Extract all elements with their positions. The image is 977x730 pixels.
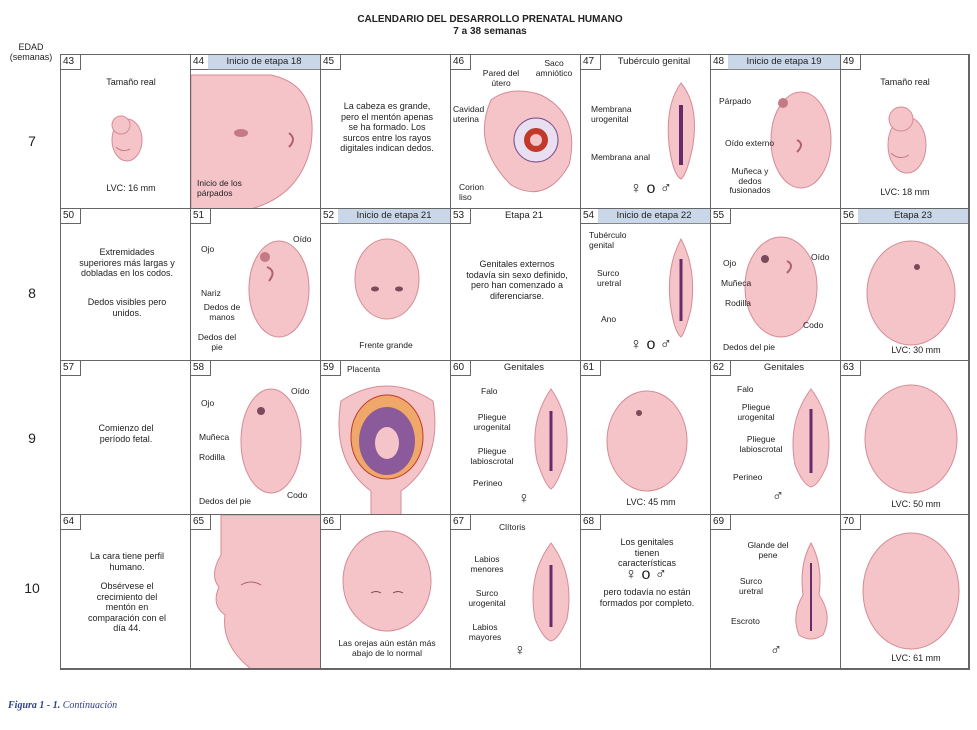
day-number: 61 (581, 361, 601, 376)
cell-label: Tubérculo genital (589, 230, 627, 250)
cell-label: Dedos del pie (723, 342, 775, 352)
day-number: 70 (841, 515, 861, 530)
stage-header: Genitales (763, 362, 805, 373)
cell-label: Pliegue urogenital (737, 402, 775, 422)
cell-label: Ojo (201, 398, 215, 408)
cell-label: Ojo (201, 244, 215, 254)
cell-text: LVC: 16 mm (106, 183, 156, 193)
cell-label: Nariz (201, 288, 221, 298)
title-line2: 7 a 38 semanas (453, 26, 527, 37)
embryo-illustration (841, 209, 969, 361)
day-number: 46 (451, 55, 471, 70)
figure-caption (8, 700, 117, 711)
cell-61 (581, 361, 711, 515)
cell-label: Placenta (347, 364, 381, 374)
cell-label: Párpado (719, 96, 752, 106)
cell-text: Dedos visibles pero unidos. (87, 297, 167, 318)
cell-70 (841, 515, 969, 669)
day-number: 67 (451, 515, 471, 530)
cell-label: Falo (481, 386, 498, 396)
sex-symbols: ♂ (770, 642, 782, 659)
cell-label: Pliegue labioscrotal (739, 434, 783, 454)
cell-text: pero todavía no están formados por completo. (599, 587, 695, 608)
cell-64 (61, 515, 191, 669)
stage-header: Etapa 23 (858, 209, 968, 224)
cell-54 (581, 209, 711, 361)
cell-67 (451, 515, 581, 669)
cell-text: Genitales externos todavía sin sexo definido, pero han comenzado a diferenciarse. (466, 259, 568, 301)
cell-label: Dedos del pie (197, 332, 237, 352)
cell-text: Tamaño real (880, 77, 930, 87)
stage-header: Genitales (503, 362, 545, 373)
cell-label: Pliegue labioscrotal (470, 446, 514, 466)
sex-symbols: ♀ (514, 642, 526, 659)
cell-text: Extremidades superiores más largas y dobladas en los codos. (79, 247, 175, 278)
cell-63 (841, 361, 969, 515)
age-label-line2: (semanas) (9, 52, 53, 62)
cell-52 (321, 209, 451, 361)
day-number: 52 (321, 209, 341, 224)
age-label-line1: EDAD (18, 42, 44, 52)
cell-text: LVC: 45 mm (626, 497, 676, 507)
cell-label: Dedos de manos (203, 302, 241, 322)
day-number: 51 (191, 209, 211, 224)
stage-header: Tubérculo genital (617, 56, 691, 67)
cell-text: LVC: 50 mm (891, 499, 941, 509)
cell-text: LVC: 18 mm (880, 187, 930, 197)
cell-label: Oído (291, 386, 310, 396)
day-number: 68 (581, 515, 601, 530)
cell-59 (321, 361, 451, 515)
cell-69 (711, 515, 841, 669)
cell-label: Surco uretral (597, 268, 622, 288)
cell-label: Clítoris (499, 522, 526, 532)
day-number: 45 (321, 55, 341, 70)
cell-label: Cavidad uterina (453, 104, 485, 124)
cell-56 (841, 209, 969, 361)
week-10: 10 (24, 580, 40, 596)
cell-60 (451, 361, 581, 515)
cell-text: La cabeza es grande, pero el mentón apenas se ha formado. Los surcos entre los rayos digitales indican dedos. (340, 101, 434, 153)
stage-header: Inicio de etapa 19 (728, 55, 840, 70)
day-number: 59 (321, 361, 341, 376)
fetus-illustration (841, 361, 969, 515)
day-number: 63 (841, 361, 861, 376)
cell-text: Obsérvese el crecimiento del mentón en comparación con el día 44. (87, 581, 167, 633)
cell-51 (191, 209, 321, 361)
day-number: 48 (711, 55, 731, 70)
cell-62 (711, 361, 841, 515)
cell-label: Oído (293, 234, 312, 244)
cell-44 (191, 55, 321, 209)
age-label (2, 42, 60, 62)
cell-label: Ojo (723, 258, 737, 268)
day-number: 69 (711, 515, 731, 530)
cell-text: Los genitales tienen características (617, 537, 677, 568)
cell-53 (451, 209, 581, 361)
cell-43 (61, 55, 191, 209)
calendar-grid (60, 54, 970, 670)
cell-49 (841, 55, 969, 209)
day-number: 66 (321, 515, 341, 530)
cell-text: Tamaño real (106, 77, 156, 87)
cell-label: Corion liso (459, 182, 485, 202)
cell-55 (711, 209, 841, 361)
sex-symbols: ♀ o ♂ (625, 566, 667, 583)
cell-label: Falo (737, 384, 754, 394)
cell-label: Dedos del pie (199, 496, 251, 506)
embryo-illustration (841, 55, 969, 209)
cell-label: Labios mayores (468, 622, 502, 642)
day-number: 60 (451, 361, 471, 376)
cell-label: Surco uretral (738, 576, 764, 596)
cell-label: Labios menores (470, 554, 504, 574)
week-8: 8 (28, 285, 36, 301)
day-number: 55 (711, 209, 731, 224)
cell-text: LVC: 61 mm (891, 653, 941, 663)
cell-48 (711, 55, 841, 209)
day-number: 62 (711, 361, 731, 376)
cell-label: Surco urogenital (468, 588, 506, 608)
stage-header: Inicio de etapa 18 (208, 55, 320, 70)
cell-label: Rodilla (725, 298, 751, 308)
week-7: 7 (28, 133, 36, 149)
cell-65 (191, 515, 321, 669)
cell-label: Pared del útero (482, 68, 520, 88)
cell-45 (321, 55, 451, 209)
cell-label: Codo (287, 490, 308, 500)
cell-label: Perineo (733, 472, 763, 482)
cell-text: La cara tiene perfil humano. (89, 551, 165, 572)
sex-symbols: ♀ o ♂ (630, 336, 672, 353)
day-number: 56 (841, 209, 861, 224)
cell-label: Muñeca (199, 432, 230, 442)
day-number: 44 (191, 55, 211, 70)
day-number: 54 (581, 209, 601, 224)
cell-label: Membrana anal (591, 152, 651, 162)
cell-label: Perineo (473, 478, 503, 488)
cell-label: Inicio de los párpados (197, 178, 242, 198)
cell-label: Oído (811, 252, 830, 262)
face-illustration (321, 209, 451, 361)
sex-symbols: ♀ (518, 490, 530, 507)
cell-label: Oído externo (725, 138, 775, 148)
fetus-illustration (841, 515, 969, 669)
cell-text: Comienzo del período fetal. (98, 423, 154, 444)
cell-label: Codo (803, 320, 824, 330)
day-number: 47 (581, 55, 601, 70)
cell-68 (581, 515, 711, 669)
stage-header: Inicio de etapa 22 (598, 209, 710, 224)
cell-label: Pliegue urogenital (473, 412, 511, 432)
cell-66 (321, 515, 451, 669)
cell-label: Escroto (731, 616, 760, 626)
cell-label: Ano (601, 314, 617, 324)
day-number: 53 (451, 209, 471, 224)
sex-symbols: ♀ o ♂ (630, 180, 672, 197)
cell-text: LVC: 30 mm (891, 345, 941, 355)
cell-46 (451, 55, 581, 209)
cell-50 (61, 209, 191, 361)
cell-58 (191, 361, 321, 515)
title-line1: CALENDARIO DEL DESARROLLO PRENATAL HUMANO (357, 14, 623, 25)
day-number: 64 (61, 515, 81, 530)
stage-header: Etapa 21 (504, 210, 544, 221)
cell-label: Frente grande (359, 340, 413, 350)
sex-symbols: ♂ (772, 488, 784, 505)
cell-label: Membrana urogenital (591, 104, 632, 124)
day-number: 43 (61, 55, 81, 70)
cell-label: Glande del pene (747, 540, 789, 560)
cell-57 (61, 361, 191, 515)
cell-label: Las orejas aún están más abajo de lo normal (338, 638, 436, 658)
fetus-illustration (581, 361, 711, 515)
uterus-placenta-illustration (321, 361, 451, 515)
week-9: 9 (28, 430, 36, 446)
day-number: 57 (61, 361, 81, 376)
figure-number: Figura 1 - 1. (8, 700, 61, 711)
day-number: 49 (841, 55, 861, 70)
day-number: 50 (61, 209, 81, 224)
cell-label: Saco amniótico (535, 58, 573, 78)
cell-label: Muñeca y dedos fusionados (729, 166, 771, 195)
figure-caption-text: Continuación (62, 700, 118, 711)
chart-title (300, 14, 680, 38)
cell-47 (581, 55, 711, 209)
day-number: 65 (191, 515, 211, 530)
cell-label: Muñeca (721, 278, 752, 288)
day-number: 58 (191, 361, 211, 376)
cell-label: Rodilla (199, 452, 225, 462)
face-profile-illustration (191, 515, 321, 669)
stage-header: Inicio de etapa 21 (338, 209, 450, 224)
